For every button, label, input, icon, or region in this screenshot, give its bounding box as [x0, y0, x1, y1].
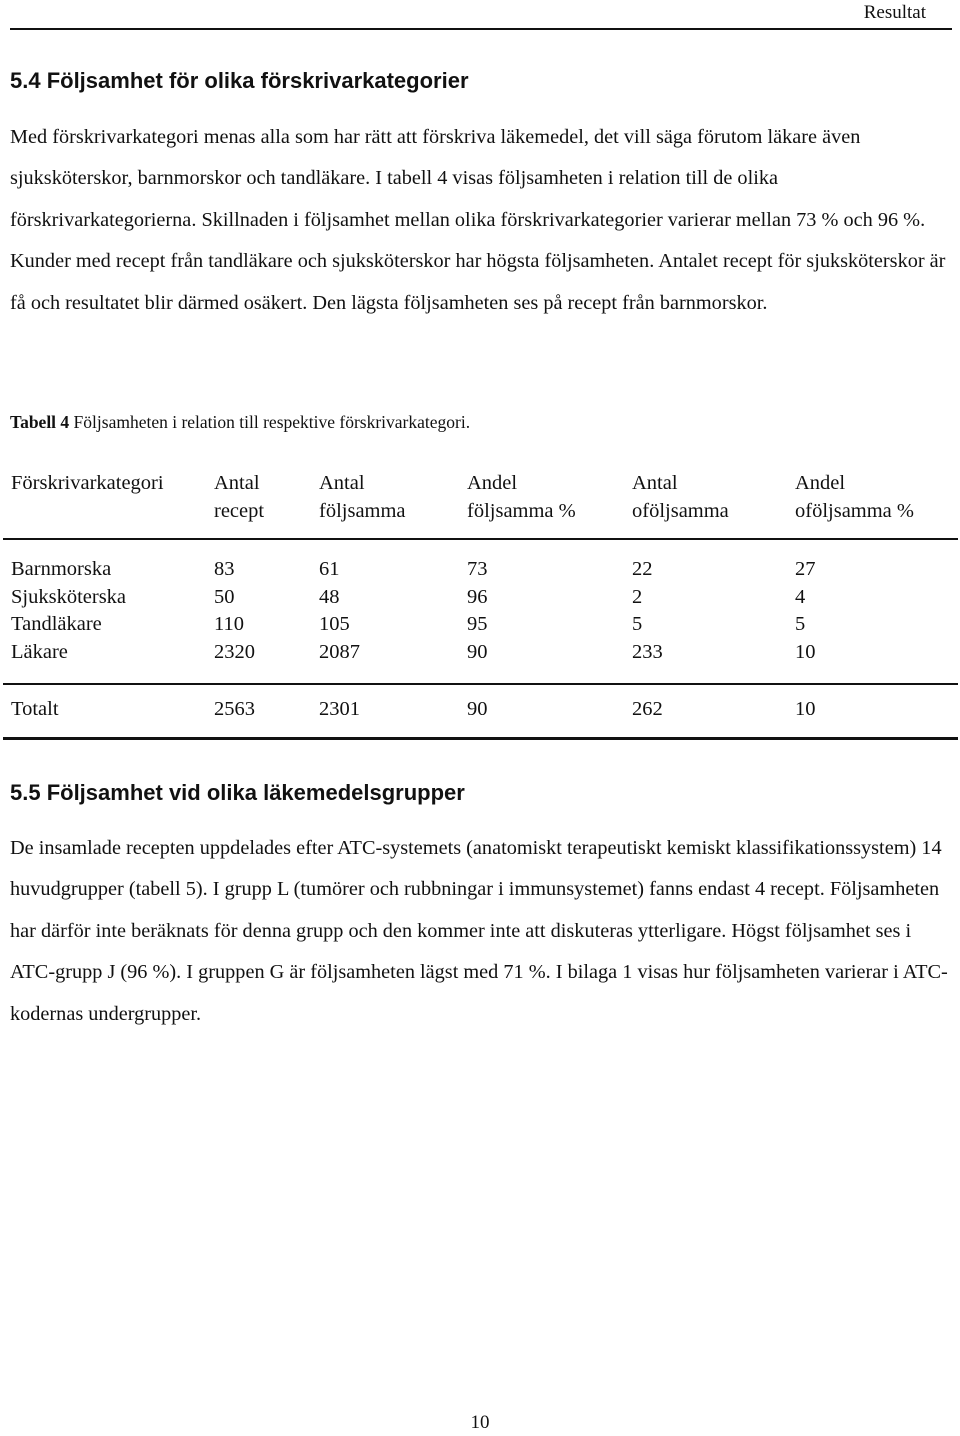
table-cell: 61	[319, 558, 340, 580]
table-cell: 233	[632, 640, 663, 663]
column-header-andel-ofoljsamma: Andel oföljsamma %	[795, 472, 914, 522]
page-header	[0, 0, 960, 40]
table-header-row	[3, 461, 958, 539]
table-cell: 90	[467, 698, 488, 720]
table-cell: 262	[632, 698, 663, 720]
table-4-caption	[10, 412, 470, 433]
table-row-barnmorska	[3, 539, 958, 584]
running-header-title: Resultat	[863, 2, 926, 23]
section-5-5-paragraph: De insamlade recepten uppdelades efter ATC-systemets (anatomiskt terapeutiskt kemiskt klassifikationssystem) 14 huvudgrupper (tabell 5). I grupp L (tumörer och rubbningar i immunsystemet) fanns endast 4 recept. Följsamheten har därför inte beräknats för denna grupp och den kommer inte att diskuteras ytterligare. Högst följsamhet ses i ATC-grupp J (96 %). I gruppen G är följsamheten lägst med 71 %. I bilaga 1 visas hur följsamheten varierar i ATC-kodernas undergrupper.	[10, 837, 948, 1025]
header-rule	[10, 28, 952, 30]
table-cell: 48	[319, 585, 340, 608]
table-cell: 2320	[214, 640, 255, 663]
table-cell: 83	[214, 558, 235, 580]
table-cell: Läkare	[11, 640, 68, 663]
table-cell: 10	[795, 698, 816, 720]
table-cell: 4	[795, 585, 806, 608]
table-cell: 27	[795, 558, 816, 580]
table-4	[3, 461, 958, 740]
table-cell: Barnmorska	[11, 558, 112, 580]
table-cell: 2563	[214, 698, 255, 720]
column-header-forskrivarkategori: Förskrivarkategori	[11, 472, 164, 494]
table-row-sjukskoterska	[3, 584, 958, 612]
table-cell: 10	[795, 640, 816, 663]
table-cell: 73	[467, 558, 488, 580]
table-cell: Totalt	[11, 698, 59, 720]
table-row-lakare	[3, 639, 958, 685]
table-cell: 2087	[319, 640, 360, 663]
table-4-caption-label: Tabell 4	[10, 412, 70, 432]
column-header-antal-foljsamma: Antal följsamma	[319, 472, 406, 522]
table-cell: 5	[632, 613, 643, 635]
column-header-andel-foljsamma: Andel följsamma %	[467, 472, 576, 522]
table-row-tandlakare	[3, 611, 958, 639]
column-header-antal-ofoljsamma: Antal oföljsamma	[632, 472, 729, 522]
table-cell: Tandläkare	[11, 613, 102, 635]
table-cell: 96	[467, 585, 488, 608]
table-cell: 50	[214, 585, 235, 608]
table-cell: 5	[795, 613, 806, 635]
table-row-totalt	[3, 684, 958, 739]
table-4-caption-text: Följsamheten i relation till respektive förskrivarkategori.	[69, 412, 471, 432]
table-cell: 22	[632, 558, 653, 580]
table-cell: 95	[467, 613, 488, 635]
table-cell: 2301	[319, 698, 360, 720]
section-5-4-paragraph: Med förskrivarkategori menas alla som har rätt att förskriva läkemedel, det vill säga förutom läkare även sjuksköterskor, barnmorskor och tandläkare. I tabell 4 visas följsamheten i relation till de olika förskrivarkategorierna. Skillnaden i följsamhet mellan olika förskrivarkategorier varierar mellan 73 % och 96 %. Kunder med recept från tandläkare och sjuksköterskor har högsta följsamheten. Antalet recept för sjuksköterskor är få och resultatet blir därmed osäkert. Den lägsta följsamheten ses på recept från barnmorskor.	[10, 126, 946, 314]
table-cell: 90	[467, 640, 488, 663]
table-cell: 105	[319, 613, 350, 635]
section-heading-5-4: 5.4 Följsamhet för olika förskrivarkategorier	[10, 68, 469, 93]
section-heading-5-5: 5.5 Följsamhet vid olika läkemedelsgrupper	[10, 780, 465, 805]
table-cell: 110	[214, 613, 244, 635]
table-cell: Sjuksköterska	[11, 585, 127, 608]
column-header-antal-recept: Antal recept	[214, 472, 265, 522]
table-cell: 2	[632, 585, 643, 608]
page-number: 10	[470, 1412, 490, 1433]
